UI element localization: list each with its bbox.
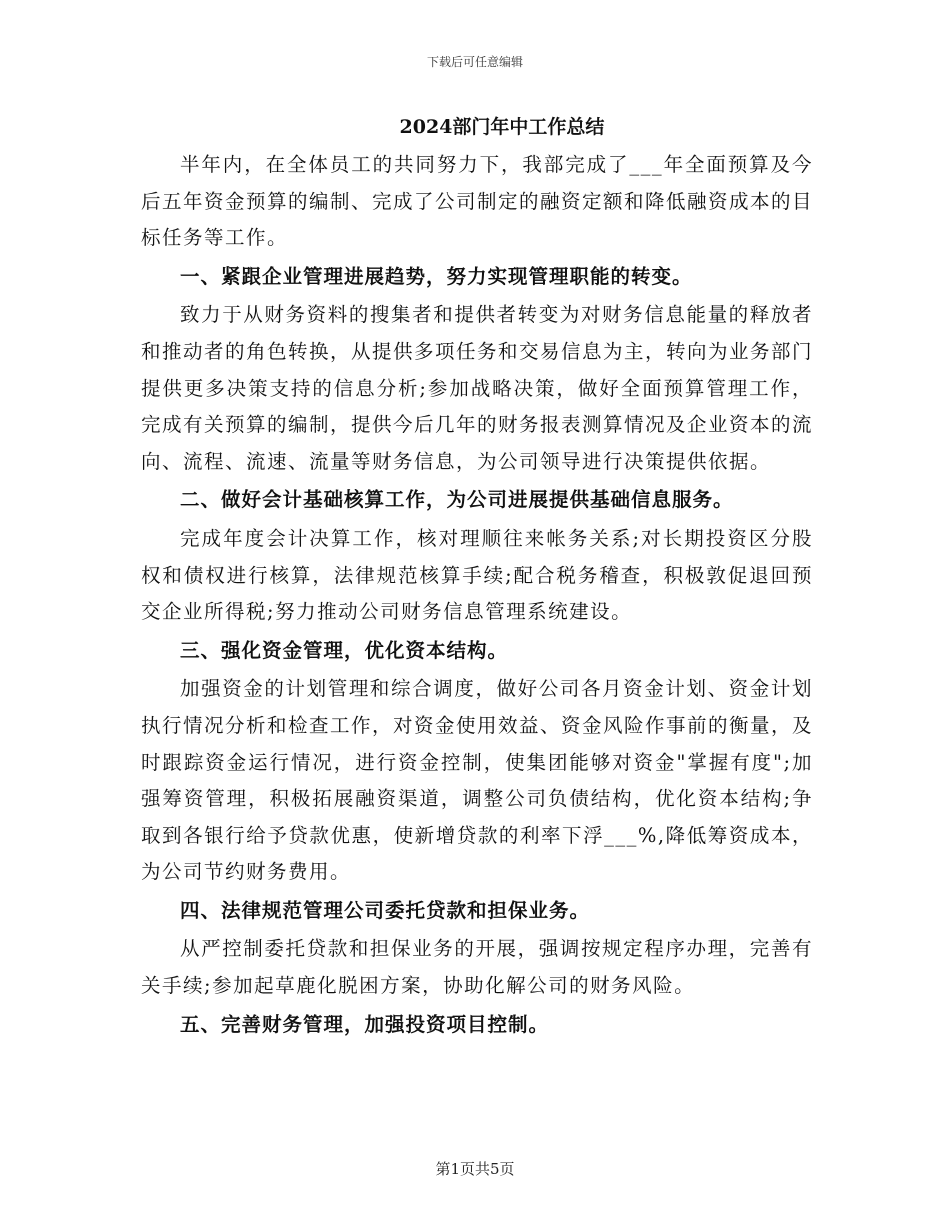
section-5-heading: 五、完善财务管理，加强投资项目控制。 — [180, 1012, 550, 1036]
document-title: 2024部门年中工作总结 — [399, 116, 605, 138]
page-footer: 第1页共5页 — [435, 1160, 515, 1178]
section-1-heading: 一、紧跟企业管理进展趋势，努力实现管理职能的转变。 — [180, 264, 693, 288]
section-4-body: 从严控制委托贷款和担保业务的开展，强调按规定程序办理，完善有关手续;参加起草鹿化脱困方案，协助化解公司的财务风险。 — [141, 937, 813, 998]
page-header: 下载后可任意编辑 — [426, 55, 523, 69]
section-2-body: 完成年度会计决算工作，核对理顺往来帐务关系;对长期投资区分股权和债权进行核算，法律规范核算手续;配合税务稽查，积极敦促退回预交企业所得税;努力推动公司财务信息管理系统建设。 — [141, 526, 813, 624]
section-2-heading: 二、做好会计基础核算工作，为公司进展提供基础信息服务。 — [180, 488, 734, 512]
section-3-body: 加强资金的计划管理和综合调度，做好公司各月资金计划、资金计划执行情况分析和检查工作，对资金使用效益、资金风险作事前的衡量，及时跟踪资金运行情况，进行资金控制，使集团能够对资金"掌握有度";加强筹资管理，积极拓展融资渠道，调整公司负债结构，优化资本结构;争取到各银行给予贷款优惠，使新增贷款的利率下浮___%,降低筹资成本，为公司节约财务费用。 — [141, 677, 814, 884]
section-4-heading: 四、法律规范管理公司委托贷款和担保业务。 — [180, 898, 591, 922]
intro-paragraph: 半年内，在全体员工的共同努力下，我部完成了___年全面预算及今后五年资金预算的编制、完成了公司制定的融资定额和降低融资成本的目标任务等工作。 — [141, 153, 814, 250]
section-1-body: 致力于从财务资料的搜集者和提供者转变为对财务信息能量的释放者和推动者的角色转换，从提供多项任务和交易信息为主，转向为业务部门提供更多决策支持的信息分析;参加战略决策，做好全面预算管理工作，完成有关预算的编制，提供今后几年的财务报表测算情况及企业资本的流向、流程、流速、流量等财务信息，为公司领导进行决策提供依据。 — [141, 303, 814, 473]
section-3-heading: 三、强化资金管理，优化资本结构。 — [180, 638, 509, 662]
document-body — [141, 113, 813, 1045]
